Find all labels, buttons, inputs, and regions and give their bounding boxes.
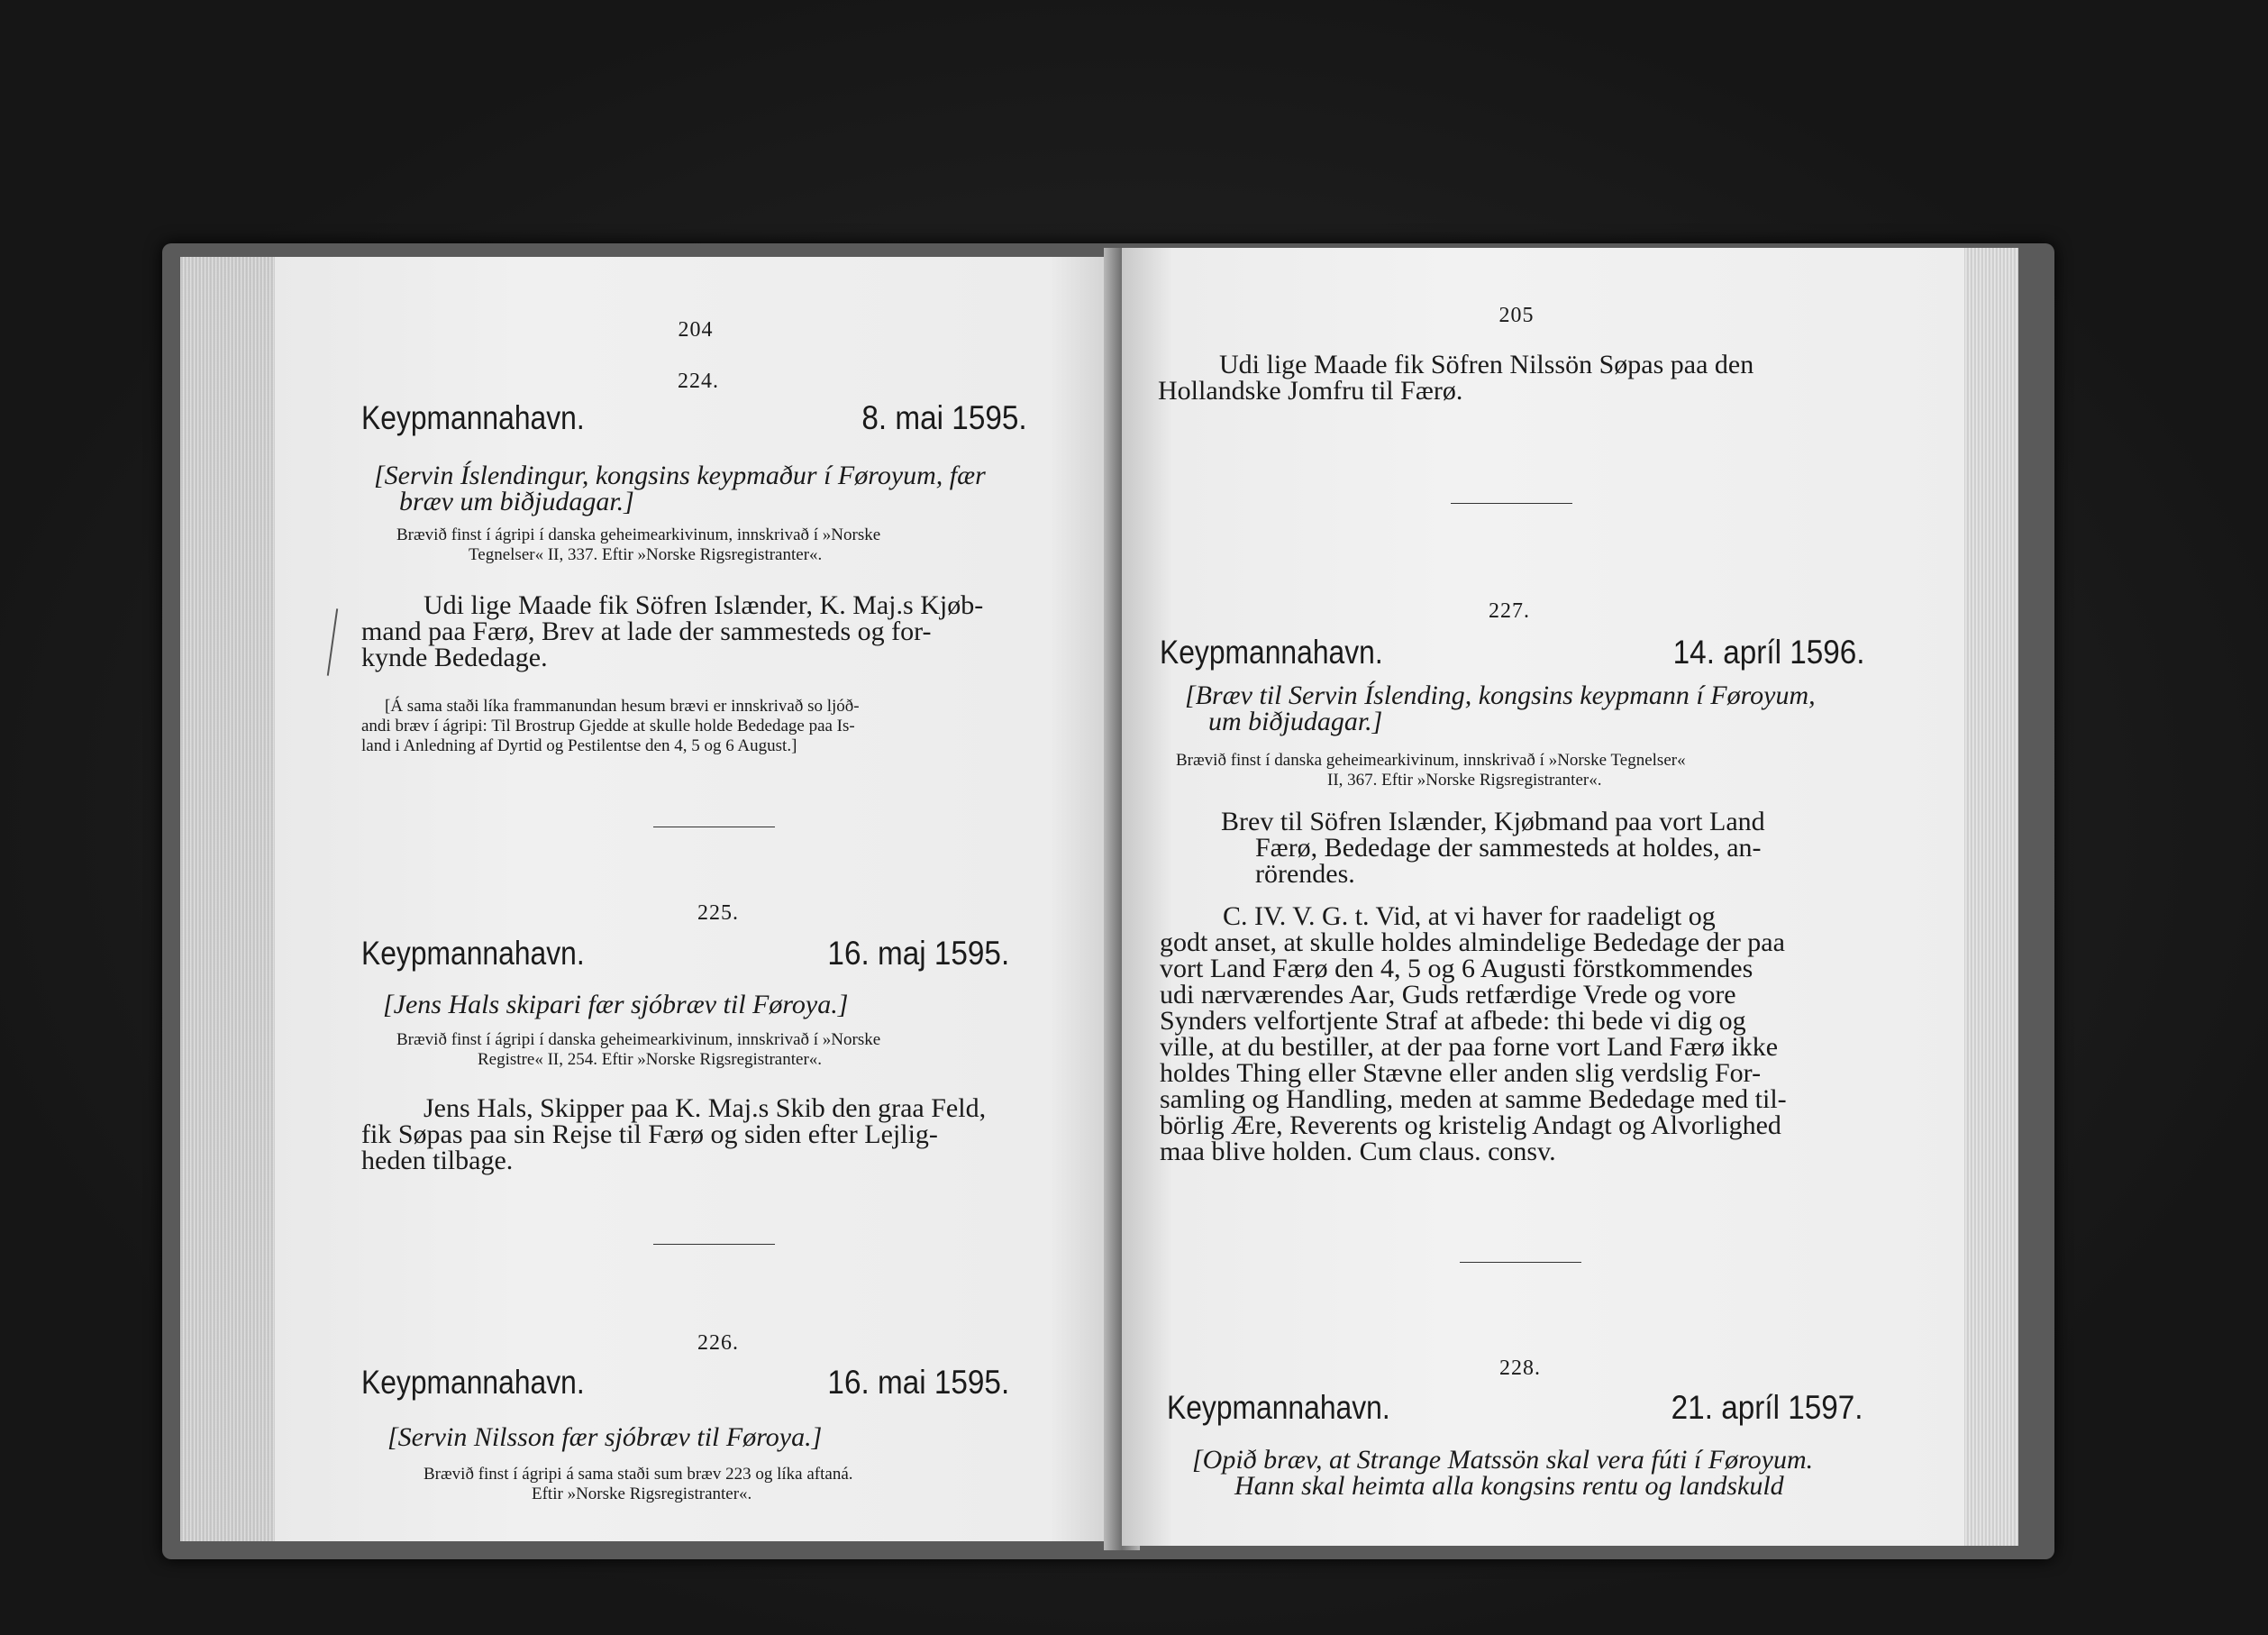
entry-source-line: Brævið finst í ágripi í danska geheimearkivinum, innskrivað í »Norske xyxy=(396,1030,881,1049)
entry-summary-line: [Opið bræv, at Strange Matssön skal vera fúti í Føroyum. xyxy=(1192,1445,1814,1475)
continuation-line: Hollandske Jomfru til Færø. xyxy=(1158,376,1463,406)
entry-number: 228. xyxy=(1499,1356,1541,1380)
entry-summary-line: [Bræv til Servin Íslending, kongsins keypmann í Føroyum, xyxy=(1185,680,1816,710)
entry-text-line: Synders velfortjente Straf at afbede: thi bede vi dig og xyxy=(1160,1006,1746,1036)
entry-date: 16. mai 1595. xyxy=(827,1364,1009,1401)
entry-summary-line: [Jens Hals skipari fær sjóbræv til Føroya.] xyxy=(383,990,849,1019)
entry-text-line: mand paa Færø, Brev at lade der sammesteds og for- xyxy=(361,617,932,646)
section-divider xyxy=(653,1244,775,1245)
entry-summary-line: [Servin Íslendingur, kongsins keypmaður í Føroyum, fær xyxy=(374,461,986,490)
entry-text-line: udi nærværendes Aar, Guds retfærdige Vrede og vore xyxy=(1160,980,1736,1009)
right-page xyxy=(1122,248,1964,1546)
continuation-line: Udi lige Maade fik Söfren Nilssön Søpas paa den xyxy=(1219,350,1754,379)
entry-source-line: Brævið finst í danska geheimearkivinum, innskrivað í »Norske Tegnelser« xyxy=(1176,751,1686,770)
entry-text-line: godt anset, at skulle holdes almindelige Bededage der paa xyxy=(1160,927,1785,957)
entry-date: 8. mai 1595. xyxy=(861,399,1027,436)
entry-number: 226. xyxy=(697,1331,739,1355)
entry-number: 225. xyxy=(697,901,739,925)
entry-text-line: kynde Bededage. xyxy=(361,643,548,672)
entry-source-line: Brævið finst í ágripi á sama staði sum bræv 223 og líka aftaná. xyxy=(424,1465,853,1484)
entry-summary-line: bræv um biðjudagar.] xyxy=(399,487,634,516)
entry-text-line: börlig Ære, Reverents og kristelig Andagt og Alvorlighed xyxy=(1160,1110,1781,1140)
page-number: 204 xyxy=(678,318,714,342)
entry-date: 14. apríl 1596. xyxy=(1673,634,1865,671)
page-edges-left xyxy=(180,257,279,1541)
entry-source-line: Registre« II, 254. Eftir »Norske Rigsregistranter«. xyxy=(478,1050,823,1069)
entry-text-head-line: rörendes. xyxy=(1255,859,1355,889)
entry-summary-line: Hann skal heimta alla kongsins rentu og landskuld xyxy=(1234,1471,1784,1501)
entry-summary-line: [Servin Nilsson fær sjóbræv til Føroya.] xyxy=(387,1422,823,1452)
entry-date: 21. apríl 1597. xyxy=(1671,1389,1863,1426)
entry-text-line: heden tilbage. xyxy=(361,1146,514,1175)
entry-text-line: Jens Hals, Skipper paa K. Maj.s Skib den graa Feld, xyxy=(424,1093,987,1123)
entry-text-line: Udi lige Maade fik Söfren Islænder, K. Maj.s Kjøb- xyxy=(424,590,984,620)
entry-source-line: Tegnelser« II, 337. Eftir »Norske Rigsregistranter«. xyxy=(469,545,823,564)
entry-source-line: II, 367. Eftir »Norske Rigsregistranter«. xyxy=(1327,771,1602,790)
section-divider xyxy=(1451,503,1572,504)
entry-place: Keypmannahavn. xyxy=(361,935,585,972)
entry-date: 16. maj 1595. xyxy=(827,935,1009,972)
page-number: 205 xyxy=(1498,304,1535,327)
entry-number: 224. xyxy=(678,370,719,393)
entry-summary-line: um biðjudagar.] xyxy=(1208,707,1383,736)
entry-source-line: Eftir »Norske Rigsregistranter«. xyxy=(532,1484,752,1503)
entry-text-head-line: Brev til Söfren Islænder, Kjøbmand paa vort Land xyxy=(1221,807,1765,836)
entry-text-line: maa blive holden. Cum claus. consv. xyxy=(1160,1137,1556,1166)
entry-note-line: land i Anledning af Dyrtid og Pestilentse den 4, 5 og 6 August.] xyxy=(361,736,797,755)
entry-text-line: C. IV. V. G. t. Vid, at vi haver for raadeligt og xyxy=(1223,901,1716,931)
entry-note-line: [Á sama staði líka frammanundan hesum brævi er innskrivað so ljóð- xyxy=(385,697,860,716)
entry-place: Keypmannahavn. xyxy=(361,1364,585,1401)
entry-source-line: Brævið finst í ágripi í danska geheimearkivinum, innskrivað í »Norske xyxy=(396,525,881,544)
entry-place: Keypmannahavn. xyxy=(361,399,585,436)
entry-text-line: holdes Thing eller Stævne eller anden slig verdslig For- xyxy=(1160,1058,1762,1088)
entry-text-line: samling og Handling, meden at samme Bededage med til- xyxy=(1160,1084,1787,1114)
section-divider xyxy=(1460,1262,1581,1263)
entry-text-line: vort Land Færø den 4, 5 og 6 Augusti förstkommendes xyxy=(1160,954,1753,983)
entry-note-line: andi bræv í ágripi: Til Brostrup Gjedde at skulle holde Bededage paa Is- xyxy=(361,717,855,735)
entry-text-line: ville, at du bestiller, at der paa forne vort Land Færø ikke xyxy=(1160,1032,1779,1062)
entry-number: 227. xyxy=(1489,599,1530,623)
entry-text-line: fik Søpas paa sin Rejse til Færø og siden efter Lejlig- xyxy=(361,1119,938,1149)
entry-text-head-line: Færø, Bededage der sammesteds at holdes, an- xyxy=(1255,833,1762,863)
left-page xyxy=(275,257,1117,1541)
entry-place: Keypmannahavn. xyxy=(1160,634,1383,671)
entry-place: Keypmannahavn. xyxy=(1167,1389,1390,1426)
